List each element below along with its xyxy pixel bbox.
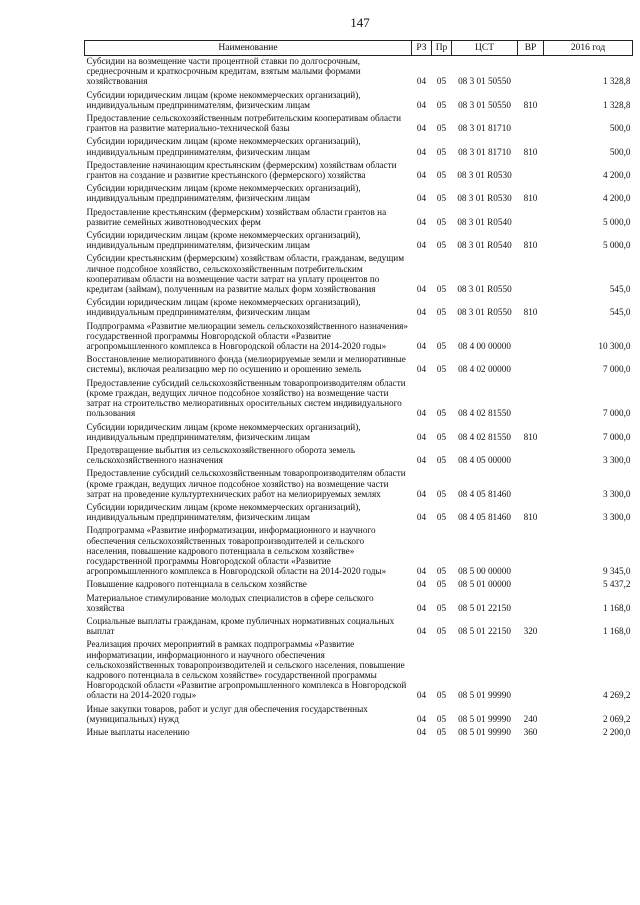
cell-name: Иные выплаты населению (86, 726, 190, 737)
cell-rz: 04 (416, 512, 427, 523)
cell-vr (518, 321, 544, 355)
cell-vr: 810 (523, 512, 538, 523)
cell-pr: 05 (436, 566, 447, 577)
cell-name: Реализация прочих мероприятий в рамках подпрограммы «Развитие информатизации, информационного и научного обеспечения сельскохозяйственных товаропроизводителей и сельского населения, повышение кадрового потенциала в сельском хозяйстве» государственной программы Новгородской области «Развитие агропромышленного комплекса в Новгородской области на 2014-2020 годы» (86, 639, 407, 701)
header-pr: Пр (432, 41, 452, 56)
cell-amount: 2 200,0 (602, 726, 631, 737)
cell-pr: 05 (436, 193, 447, 204)
cell-pr: 05 (436, 341, 447, 352)
cell-rz: 04 (416, 123, 427, 134)
cell-cst: 08 5 00 00000 (458, 566, 511, 577)
cell-pr: 05 (436, 408, 447, 419)
table-body (85, 56, 633, 741)
cell-cst: 08 5 01 99990 (458, 690, 511, 701)
cell-pr: 05 (436, 146, 447, 157)
cell-pr: 05 (436, 307, 447, 318)
cell-vr (518, 56, 544, 90)
table-row (85, 321, 633, 355)
cell-name: Субсидии юридическим лицам (кроме некоммерческих организаций), индивидуальным предпринимателям, физическим лицам (86, 297, 361, 318)
cell-vr: 810 (523, 99, 538, 110)
cell-pr: 05 (436, 284, 447, 295)
cell-cst: 08 5 01 22150 (458, 602, 511, 613)
cell-rz: 04 (416, 341, 427, 352)
cell-vr (518, 468, 544, 502)
cell-amount: 5 000,0 (602, 216, 631, 227)
cell-vr: 360 (523, 726, 538, 737)
cell-vr: 810 (523, 146, 538, 157)
cell-rz: 04 (416, 713, 427, 724)
cell-amount: 1 328,8 (602, 76, 631, 87)
cell-name: Предоставление крестьянским (фермерским) хозяйствам области грантов на развитие семейных животноводческих ферм (86, 206, 387, 227)
budget-table (84, 40, 633, 740)
cell-vr (518, 579, 544, 592)
cell-pr: 05 (436, 455, 447, 466)
cell-pr: 05 (436, 726, 447, 737)
table-row (85, 56, 633, 90)
cell-pr: 05 (436, 579, 447, 590)
cell-cst: 08 5 01 00000 (458, 579, 511, 590)
cell-pr: 05 (436, 76, 447, 87)
cell-name: Субсидии юридическим лицам (кроме некоммерческих организаций), индивидуальным предпринимателям, физическим лицам (86, 421, 361, 442)
cell-name: Подпрограмма «Развитие мелиорации земель сельскохозяйственного назначения» государственной программы Новгородской области «Развитие агропромышленного комплекса в Новгородской области на 2014-2020 годы» (86, 320, 408, 352)
cell-rz: 04 (416, 146, 427, 157)
cell-vr (518, 593, 544, 616)
cell-pr: 05 (436, 431, 447, 442)
cell-pr: 05 (436, 170, 447, 181)
cell-vr: 320 (523, 626, 538, 637)
cell-amount: 5 437,2 (602, 579, 631, 590)
cell-cst: 08 3 01 R0540 (457, 216, 512, 227)
table-row (85, 422, 633, 445)
page-number: 147 (350, 15, 370, 30)
cell-rz: 04 (416, 579, 427, 590)
cell-rz: 04 (416, 364, 427, 375)
table-row (85, 579, 633, 592)
cell-rz: 04 (416, 170, 427, 181)
cell-name: Предоставление сельскохозяйственным потребительским кооперативам области грантов на развитие материально-технической базы (86, 113, 402, 134)
cell-vr: 810 (523, 193, 538, 204)
table-row (85, 593, 633, 616)
table-row (85, 297, 633, 320)
cell-amount: 500,0 (609, 146, 631, 157)
cell-cst: 08 4 05 81460 (458, 512, 511, 523)
cell-pr: 05 (436, 512, 447, 523)
table-row (85, 525, 633, 579)
cell-rz: 04 (416, 284, 427, 295)
cell-vr (518, 207, 544, 230)
table-row (85, 704, 633, 727)
cell-vr (518, 639, 544, 703)
cell-pr: 05 (436, 690, 447, 701)
cell-cst: 08 3 01 81710 (458, 146, 511, 157)
table-row (85, 207, 633, 230)
cell-pr: 05 (436, 602, 447, 613)
cell-pr: 05 (436, 240, 447, 251)
cell-amount: 2 069,2 (602, 713, 631, 724)
cell-name: Предотвращение выбытия из сельскохозяйственного оборота земель сельскохозяйственного назначения (86, 444, 356, 466)
header-rz: РЗ (412, 41, 432, 56)
cell-name: Субсидии юридическим лицам (кроме некоммерческих организаций), индивидуальным предпринимателям, физическим лицам (86, 89, 361, 110)
table-header-row (85, 41, 633, 56)
cell-cst: 08 5 01 99990 (458, 713, 511, 724)
cell-cst: 08 3 01 R0530 (457, 170, 512, 181)
cell-pr: 05 (436, 99, 447, 110)
cell-rz: 04 (416, 602, 427, 613)
cell-cst: 08 4 00 00000 (458, 341, 511, 352)
cell-pr: 05 (436, 216, 447, 227)
cell-rz: 04 (416, 240, 427, 251)
cell-rz: 04 (416, 431, 427, 442)
table-row (85, 113, 633, 136)
table-row (85, 502, 633, 525)
header-vr: ВР (518, 41, 544, 56)
cell-name: Субсидии юридическим лицам (кроме некоммерческих организаций), индивидуальным предпринимателям, физическим лицам (86, 183, 361, 204)
cell-rz: 04 (416, 408, 427, 419)
cell-cst: 08 4 05 00000 (458, 455, 511, 466)
cell-rz: 04 (416, 193, 427, 204)
cell-amount: 545,0 (609, 284, 631, 295)
table-row (85, 616, 633, 639)
cell-vr: 810 (523, 431, 538, 442)
cell-cst: 08 5 01 99990 (458, 726, 511, 737)
cell-amount: 5 000,0 (602, 240, 631, 251)
cell-rz: 04 (416, 99, 427, 110)
cell-amount: 10 300,0 (598, 341, 631, 352)
cell-amount: 7 000,0 (602, 408, 631, 419)
cell-pr: 05 (436, 123, 447, 134)
cell-amount: 4 200,0 (602, 170, 631, 181)
table-row (85, 160, 633, 183)
cell-amount: 4 200,0 (602, 193, 631, 204)
cell-rz: 04 (416, 726, 427, 737)
cell-amount: 7 000,0 (602, 431, 631, 442)
cell-name: Субсидии юридическим лицам (кроме некоммерческих организаций), индивидуальным предпринимателям, физическим лицам (86, 230, 361, 251)
table-row (85, 253, 633, 297)
cell-name: Субсидии юридическим лицам (кроме некоммерческих организаций), индивидуальным предпринимателям, физическим лицам (86, 501, 361, 523)
cell-name: Подпрограмма «Развитие информатизации, информационного и научного обеспечения сельскохозяйственных товаропроизводителей и сельского населения, повышение кадрового потенциала в сельском хозяйстве» государственной программы Новгородской области «Развитие агропромышленного комплекса в Новгородской области на 2014-2020 годы» (86, 525, 387, 577)
cell-amount: 3 300,0 (602, 488, 631, 499)
cell-rz: 04 (416, 566, 427, 577)
table-row (85, 354, 633, 377)
table-row (85, 136, 633, 159)
cell-vr: 810 (523, 240, 538, 251)
cell-vr (518, 113, 544, 136)
cell-name: Предоставление субсидий сельскохозяйственным товаропроизводителям области (кроме граждан, ведущих личное подсобное хозяйство) на возмещение части затрат на проведение культуртехнических работ на мелиорируемых землях (86, 468, 406, 499)
header-cst: ЦСТ (452, 41, 518, 56)
cell-rz: 04 (416, 488, 427, 499)
cell-name: Предоставление субсидий сельскохозяйственным товаропроизводителям области (кроме граждан, ведущих личное подсобное хозяйство) на возмещение части затрат на строительство мелиоративных оросительных систем индивидуального пользования (86, 377, 406, 419)
table-row (85, 183, 633, 206)
cell-vr (518, 378, 544, 422)
cell-cst: 08 3 01 R0540 (457, 240, 512, 251)
cell-name: Предоставление начинающим крестьянским (фермерским) хозяйствам области грантов на создание и развитие крестьянского (фермерского) хозяйства (86, 159, 397, 181)
cell-name: Материальное стимулирование молодых специалистов в сфере сельского хозяйства (86, 592, 374, 613)
cell-cst: 08 5 01 22150 (458, 626, 511, 637)
cell-cst: 08 4 02 00000 (458, 364, 511, 375)
cell-amount: 4 269,2 (602, 690, 631, 701)
cell-pr: 05 (436, 488, 447, 499)
cell-vr (518, 525, 544, 579)
cell-vr (518, 253, 544, 297)
cell-vr (518, 160, 544, 183)
cell-cst: 08 3 01 R0550 (457, 284, 512, 295)
cell-name: Субсидии крестьянским (фермерским) хозяйствам области, гражданам, ведущим личное подсобное хозяйство, сельскохозяйственным потребительским кооперативам области на возмещение части затрат на уплату процентов по кредитам (займам), полученным на развитие малых форм хозяйствования (86, 253, 405, 295)
cell-name: Иные закупки товаров, работ и услуг для обеспечения государственных (муниципальных) нужд (86, 703, 368, 724)
cell-cst: 08 3 01 50550 (458, 76, 511, 87)
cell-vr (518, 354, 544, 377)
cell-rz: 04 (416, 690, 427, 701)
cell-rz: 04 (416, 216, 427, 227)
cell-amount: 3 300,0 (602, 512, 631, 523)
cell-rz: 04 (416, 307, 427, 318)
table-row (85, 468, 633, 502)
table-row (85, 445, 633, 468)
cell-name: Субсидии на возмещение части процентной ставки по долгосрочным, среднесрочным и краткосрочным кредитам, взятым малыми формами хозяйствования (86, 56, 361, 87)
cell-vr: 810 (523, 307, 538, 318)
table-row (85, 639, 633, 703)
cell-pr: 05 (436, 713, 447, 724)
cell-vr: 240 (523, 713, 538, 724)
cell-name: Восстановление мелиоративного фонда (мелиорируемые земли и мелиоративные системы), включая реализацию мер по осушению и орошению земель (86, 354, 406, 375)
cell-cst: 08 4 02 81550 (458, 431, 511, 442)
header-name: Наименование (85, 41, 412, 56)
cell-name: Повышение кадрового потенциала в сельском хозяйстве (86, 579, 307, 590)
cell-cst: 08 3 01 50550 (458, 99, 511, 110)
cell-vr (518, 445, 544, 468)
table-row (85, 378, 633, 422)
table-row (85, 727, 633, 740)
cell-cst: 08 4 02 81550 (458, 408, 511, 419)
cell-rz: 04 (416, 76, 427, 87)
cell-amount: 1 328,8 (602, 99, 631, 110)
cell-name: Социальные выплаты гражданам, кроме публичных нормативных социальных выплат (86, 615, 395, 637)
cell-cst: 08 3 01 81710 (458, 123, 511, 134)
cell-amount: 500,0 (609, 123, 631, 134)
cell-amount: 3 300,0 (602, 455, 631, 466)
cell-cst: 08 4 05 81460 (458, 488, 511, 499)
cell-amount: 9 345,0 (602, 566, 631, 577)
cell-amount: 1 168,0 (602, 626, 631, 637)
cell-amount: 7 000,0 (602, 364, 631, 375)
cell-rz: 04 (416, 626, 427, 637)
cell-pr: 05 (436, 364, 447, 375)
cell-pr: 05 (436, 626, 447, 637)
table-row (85, 90, 633, 113)
cell-cst: 08 3 01 R0550 (457, 307, 512, 318)
cell-amount: 545,0 (609, 307, 631, 318)
table-row (85, 230, 633, 253)
cell-name: Субсидии юридическим лицам (кроме некоммерческих организаций), индивидуальным предпринимателям, физическим лицам (86, 136, 361, 157)
header-amount: 2016 год (544, 41, 633, 56)
cell-amount: 1 168,0 (602, 602, 631, 613)
cell-rz: 04 (416, 455, 427, 466)
cell-cst: 08 3 01 R0530 (457, 193, 512, 204)
